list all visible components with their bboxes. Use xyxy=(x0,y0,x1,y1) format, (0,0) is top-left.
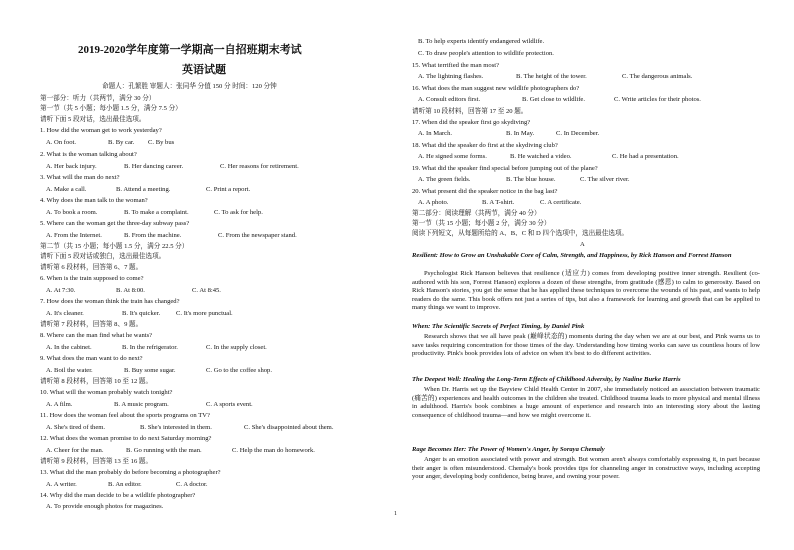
option-1a: A. On foot. xyxy=(46,139,77,146)
option-9a: A. Boil the water. xyxy=(46,367,93,374)
material-8: 请听第 8 段材料，回答第 10 至 12 题。 xyxy=(40,378,153,385)
option-17c: C. In December. xyxy=(556,130,600,137)
option-10c: C. A sports event. xyxy=(206,401,253,408)
option-15a: A. The lightning flashes. xyxy=(418,73,484,80)
option-14c: C. To draw people's attention to wildlife protection. xyxy=(418,50,554,57)
book-paragraph-3: When Dr. Harris set up the Bayview Child Health Center in 2007, she immediately noticed an association between traumatic (痛苦的) experiences and health outcomes in the children she treated. Childhood trauma leads to more physical and mental illness in adulthood. Harris's book combines a huge amount of experience and research into an interesting story about the lasting consequence of childhood trauma—and how we might overcome it. xyxy=(412,386,760,419)
option-6c: C. At 8:45. xyxy=(192,287,221,294)
reading-heading: 第二部分：阅读理解（共两节，满分 40 分） xyxy=(412,210,541,217)
book-title-4: Rage Becomes Her: The Power of Women's Anger, by Soraya Chemaly xyxy=(412,446,605,453)
exam-title: 2019-2020学年度第一学期高一自招班期末考试 xyxy=(78,44,302,56)
option-20a: A. A photo. xyxy=(418,199,449,206)
option-2a: A. Her back injury. xyxy=(46,163,97,170)
option-7c: C. It's more punctual. xyxy=(176,310,233,317)
option-3c: C. Print a report. xyxy=(206,186,251,193)
question-3: 3. What will the man do next? xyxy=(40,174,120,181)
option-1b: B. By car. xyxy=(108,139,135,146)
exam-subtitle: 英语试题 xyxy=(182,64,226,76)
question-14: 14. Why did the man decide to be a wildlife photographer? xyxy=(40,492,196,499)
option-18b: B. He watched a video. xyxy=(510,153,572,160)
question-5: 5. Where can the woman get the three-day subway pass? xyxy=(40,220,190,227)
option-17b: B. In May. xyxy=(506,130,535,137)
option-6a: A. At 7:30. xyxy=(46,287,76,294)
option-18c: C. He had a presentation. xyxy=(612,153,679,160)
question-9: 9. What does the man want to do next? xyxy=(40,355,143,362)
question-17: 17. When did the speaker first go skydiving? xyxy=(412,119,531,126)
question-16: 16. What does the man suggest new wildlife photographers do? xyxy=(412,85,580,92)
option-16b: B. Get close to wildlife. xyxy=(522,96,585,103)
option-10a: A. A film. xyxy=(46,401,73,408)
reading-subheading: 第一节（共 15 小题；每小题 2 分，满分 30 分） xyxy=(412,220,551,227)
option-13b: B. An editor. xyxy=(108,481,142,488)
option-5b: B. From the machine. xyxy=(124,232,182,239)
question-7: 7. How does the woman think the train has changed? xyxy=(40,298,180,305)
book-title-1: Resilient: How to Grow an Unshakable Core of Calm, Strength, and Happiness, by Rick Hanson and Forrest Hanson xyxy=(412,252,732,259)
option-11c: C. She's disappointed about them. xyxy=(244,424,334,431)
question-12: 12. What does the woman promise to do next Saturday morning? xyxy=(40,435,212,442)
option-2b: B. Her dancing career. xyxy=(124,163,184,170)
option-19a: A. The green fields. xyxy=(418,176,471,183)
option-20b: B. A T-shirt. xyxy=(482,199,515,206)
option-9c: C. Go to the coffee shop. xyxy=(206,367,272,374)
question-1: 1. How did the woman get to work yesterday? xyxy=(40,127,162,134)
question-2: 2. What is the woman talking about? xyxy=(40,151,137,158)
question-13: 13. What did the man probably do before becoming a photographer? xyxy=(40,469,221,476)
passage-label: A xyxy=(580,241,585,248)
option-11b: B. She's interested in them. xyxy=(140,424,212,431)
option-16a: A. Consult editors first. xyxy=(418,96,481,103)
option-1c: C. By bus xyxy=(148,139,175,146)
option-16c: C. Write articles for their photos. xyxy=(614,96,701,103)
option-14a: A. To provide enough photos for magazines. xyxy=(46,503,164,510)
option-9b: B. Buy some sugar. xyxy=(124,367,176,374)
option-7a: A. It's cleaner. xyxy=(46,310,84,317)
option-5a: A. From the Internet. xyxy=(46,232,102,239)
material-9: 请听第 9 段材料，回答第 13 至 16 题。 xyxy=(40,458,153,465)
book-title-3: The Deepest Well: Healing the Long-Term Effects of Childhood Adversity, by Nadine Burke Harris xyxy=(412,376,681,383)
option-2c: C. Her reasons for retirement. xyxy=(220,163,299,170)
section-subheading-2: 第二节（共 15 小题；每小题 1.5 分，满分 22.5 分） xyxy=(40,243,189,250)
material-10: 请听第 10 段材料，回答第 17 至 20 题。 xyxy=(412,108,528,115)
book-title-2: When: The Scientific Secrets of Perfect Timing, by Daniel Pink xyxy=(412,323,585,330)
material-7: 请听第 7 段材料，回答第 8、9 题。 xyxy=(40,321,143,328)
book-paragraph-1: Psychologist Rick Hanson believes that resilience (适应力) comes from developing positive inner strength. Resilient (co-authored with his son, Forrest Hanson) explores a dozen of these strengths, from gratitude (感恩) to calm to generosity. Based on Rick Hanson's stories, you get the sense that he has applied these techniques to overcome the wounds of his past, and wants to help readers do the same. This book offers not just a series of tips, but also a framework for learning and growth that can be applied to many things we want to improve. xyxy=(412,270,760,312)
page-number: 1 xyxy=(394,511,397,517)
instruction-2: 请听下面 5 段对话或独白，选出最佳选项。 xyxy=(40,253,166,260)
option-13a: A. A writer. xyxy=(46,481,77,488)
question-10: 10. What will the woman probably watch tonight? xyxy=(40,389,173,396)
option-18a: A. He signed some forms. xyxy=(418,153,487,160)
option-12c: C. Help the man do homework. xyxy=(232,447,315,454)
option-10b: B. A music program. xyxy=(114,401,169,408)
option-15b: B. The height of the tower. xyxy=(516,73,587,80)
option-8b: B. In the refrigerator. xyxy=(122,344,178,351)
question-6: 6. When is the train supposed to come? xyxy=(40,275,144,282)
option-19b: B. The blue house. xyxy=(506,176,556,183)
option-12b: B. Go running with the man. xyxy=(126,447,202,454)
option-12a: A. Cheer for the man. xyxy=(46,447,104,454)
option-8c: C. In the supply closet. xyxy=(206,344,267,351)
option-6b: B. At 8:00. xyxy=(116,287,145,294)
option-3a: A. Make a call. xyxy=(46,186,87,193)
option-7b: B. It's quicker. xyxy=(122,310,161,317)
question-15: 15. What terrified the man most? xyxy=(412,62,500,69)
question-11: 11. How does the woman feel about the sports programs on TV? xyxy=(40,412,210,419)
option-14b: B. To help experts identify endangered wildlife. xyxy=(418,38,545,45)
option-15c: C. The dangerous animals. xyxy=(622,73,693,80)
option-11a: A. She's tired of them. xyxy=(46,424,106,431)
section-heading: 第一部分：听力（共两节，满分 30 分） xyxy=(40,95,156,102)
option-19c: C. The silver river. xyxy=(580,176,630,183)
option-4b: B. To make a complaint. xyxy=(124,209,189,216)
instruction: 请听下面 5 段对话，选出最佳选项。 xyxy=(40,116,146,123)
option-13c: C. A doctor. xyxy=(176,481,208,488)
question-18: 18. What did the speaker do first at the skydiving club? xyxy=(412,142,558,149)
book-paragraph-2: Research shows that we all have peak (巅峰状态的) moments during the day when we are at our best, and Pink warns us to save tasks requiring concentration for those times of the day. Understanding how timing works can save us countless hours of low productivity. Pink's book provides lots of advice on when it's best to do different activities. xyxy=(412,333,760,358)
option-4c: C. To ask for help. xyxy=(214,209,263,216)
option-20c: C. A certificate. xyxy=(540,199,582,206)
option-5c: C. From the newspaper stand. xyxy=(218,232,297,239)
option-3b: B. Attend a meeting. xyxy=(116,186,171,193)
material-6: 请听第 6 段材料，回答第 6、7 题。 xyxy=(40,264,143,271)
section-subheading: 第一节（共 5 小题；每小题 1.5 分，满分 7.5 分） xyxy=(40,105,182,112)
question-19: 19. What did the speaker find special before jumping out of the plane? xyxy=(412,165,598,172)
question-8: 8. Where can the man find what he wants? xyxy=(40,332,153,339)
option-17a: A. In March. xyxy=(418,130,453,137)
option-4a: A. To book a room. xyxy=(46,209,98,216)
reading-instruction: 阅读下列短文，从每题所给的 A、B、C 和 D 四个选项中，选出最佳选项。 xyxy=(412,230,629,237)
question-20: 20. What present did the speaker notice in the bag last? xyxy=(412,188,558,195)
book-paragraph-4: Anger is an emotion associated with power and strength. But women aren't always comfortably expressing it, in part because their anger is often misunderstood. Chemaly's book provides tips for channeling anger in constructive ways, including accepting your anger, developing body confidence, being brave, and owning your power. xyxy=(412,456,760,481)
option-8a: A. In the cabinet. xyxy=(46,344,92,351)
question-4: 4. Why does the man talk to the woman? xyxy=(40,197,148,204)
exam-meta: 命题人：孔繁胜 审题人：张同华 分值 150 分 时间：120 分钟 xyxy=(102,83,277,90)
